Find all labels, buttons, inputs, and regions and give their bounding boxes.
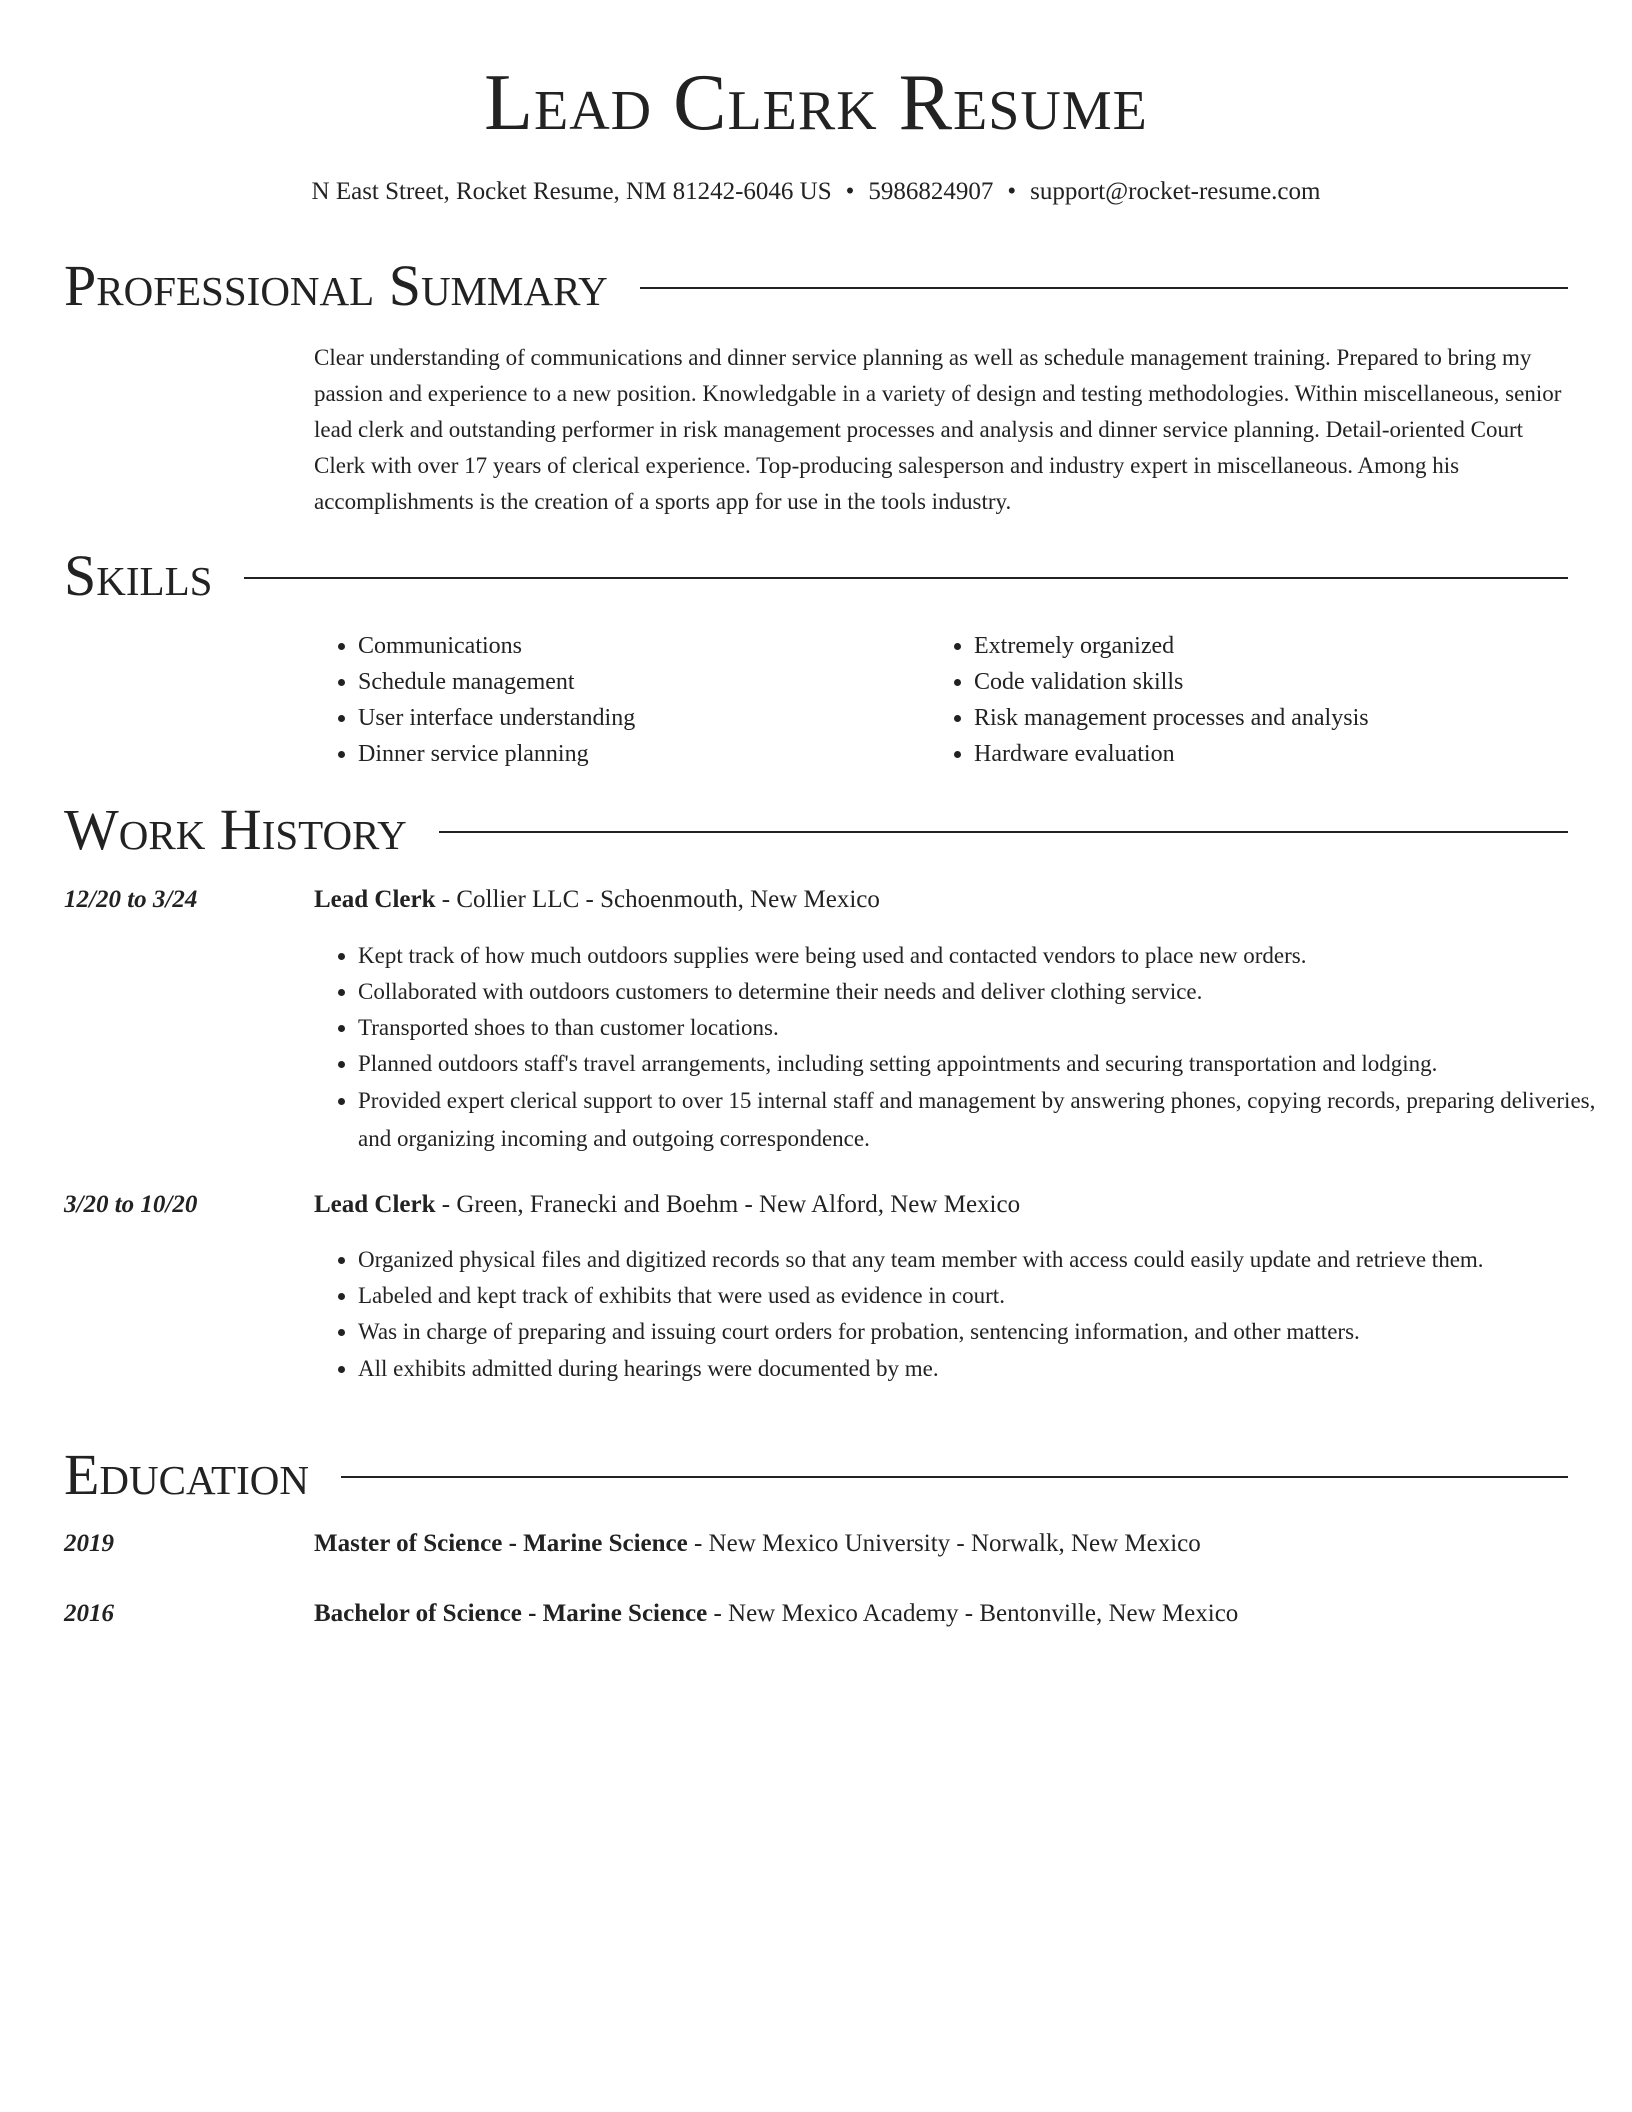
job-title: Lead Clerk (314, 1191, 436, 1218)
resume-title: Lead Clerk Resume (484, 59, 1148, 147)
education-entry (314, 1528, 1570, 1560)
summary-section-header (64, 254, 1568, 318)
section-heading: Work History (64, 797, 407, 862)
job-employer: - Green, Franecki and Boehm - New Alford, New Mexico (435, 1191, 1021, 1218)
job-employer: - Collier LLC - Schoenmouth, New Mexico (435, 886, 880, 913)
separator: • (845, 178, 855, 205)
section-rule (439, 831, 1568, 833)
list-item: • All exhibits admitted during hearings were documented by me. (358, 1350, 1614, 1388)
job-bullets (314, 1242, 1614, 1388)
section-rule (341, 1476, 1568, 1478)
skills-list-left (314, 628, 918, 772)
education-section-header (64, 1443, 1568, 1507)
list-item: • Was in charge of preparing and issuing court orders for probation, sentencing information, and other matters. (358, 1314, 1614, 1350)
skill-item: • Risk management processes and analysis (974, 700, 1604, 736)
skill-item: • Extremely organized (974, 628, 1604, 664)
work-section-header (64, 798, 1568, 862)
list-item: • Organized physical files and digitized records so that any team member with access could easily update and retrieve them. (358, 1242, 1614, 1278)
institution: - New Mexico University - Norwalk, New Mexico (687, 1530, 1201, 1557)
section-heading: Education (64, 1442, 309, 1507)
section-rule (640, 287, 1568, 289)
institution: - New Mexico Academy - Bentonville, New Mexico (707, 1600, 1239, 1627)
separator: • (1007, 178, 1017, 205)
job-dates: 12/20 to 3/24 (64, 886, 198, 913)
list-item: • Kept track of how much outdoors supplies were being used and contacted vendors to place new orders. (358, 938, 1614, 974)
skill-item: • Schedule management (358, 664, 918, 700)
skill-item: • Communications (358, 628, 918, 664)
section-heading: Professional Summary (64, 253, 608, 318)
job-heading (314, 884, 1570, 916)
degree: Bachelor of Science - Marine Science (314, 1600, 708, 1627)
list-item: • Labeled and kept track of exhibits that were used as evidence in court. (358, 1278, 1614, 1314)
job-heading (314, 1189, 1570, 1221)
summary-text: Clear understanding of communications and dinner service planning as well as schedule management training. Prepared to bring my passion and experience to a new position. Knowledgable in a variety of design and testing methodologies. Within miscellaneous, senior lead clerk and outstanding performer in risk management processes and analysis and dinner service planning. Detail-oriented Court Clerk with over 17 years of clerical experience. Top-producing salesperson and industry expert in miscellaneous. Among his accomplishments is the creation of a sports app for use in the tools industry. (314, 345, 1562, 514)
email: support@rocket-resume.com (1030, 178, 1321, 205)
list-item: • Planned outdoors staff's travel arrangements, including setting appointments and securing transportation and lodging. (358, 1046, 1614, 1082)
job-dates: 3/20 to 10/20 (64, 1191, 198, 1218)
skill-item: • User interface understanding (358, 700, 918, 736)
education-year: 2019 (64, 1530, 114, 1557)
job-title: Lead Clerk (314, 886, 436, 913)
list-item: • Collaborated with outdoors customers to determine their needs and deliver clothing service. (358, 974, 1614, 1010)
education-year: 2016 (64, 1600, 114, 1627)
contact-line (0, 176, 1632, 208)
skill-item: • Code validation skills (974, 664, 1604, 700)
list-item: • Transported shoes to than customer locations. (358, 1010, 1614, 1046)
job-bullets (314, 938, 1614, 1158)
section-heading: Skills (64, 543, 213, 608)
skills-list-right (930, 628, 1604, 772)
phone: 5986824907 (868, 178, 994, 205)
skills-section-header (64, 544, 1568, 608)
skill-item: • Dinner service planning (358, 736, 918, 772)
section-rule (244, 577, 1568, 579)
education-entry (314, 1598, 1570, 1630)
address: N East Street, Rocket Resume, NM 81242-6046 US (311, 178, 832, 205)
degree: Master of Science - Marine Science (314, 1530, 688, 1557)
list-item: • Provided expert clerical support to over 15 internal staff and management by answering phones, copying records, preparing deliveries, and organizing incoming and outgoing correspondence. (358, 1082, 1614, 1158)
skill-item: • Hardware evaluation (974, 736, 1604, 772)
